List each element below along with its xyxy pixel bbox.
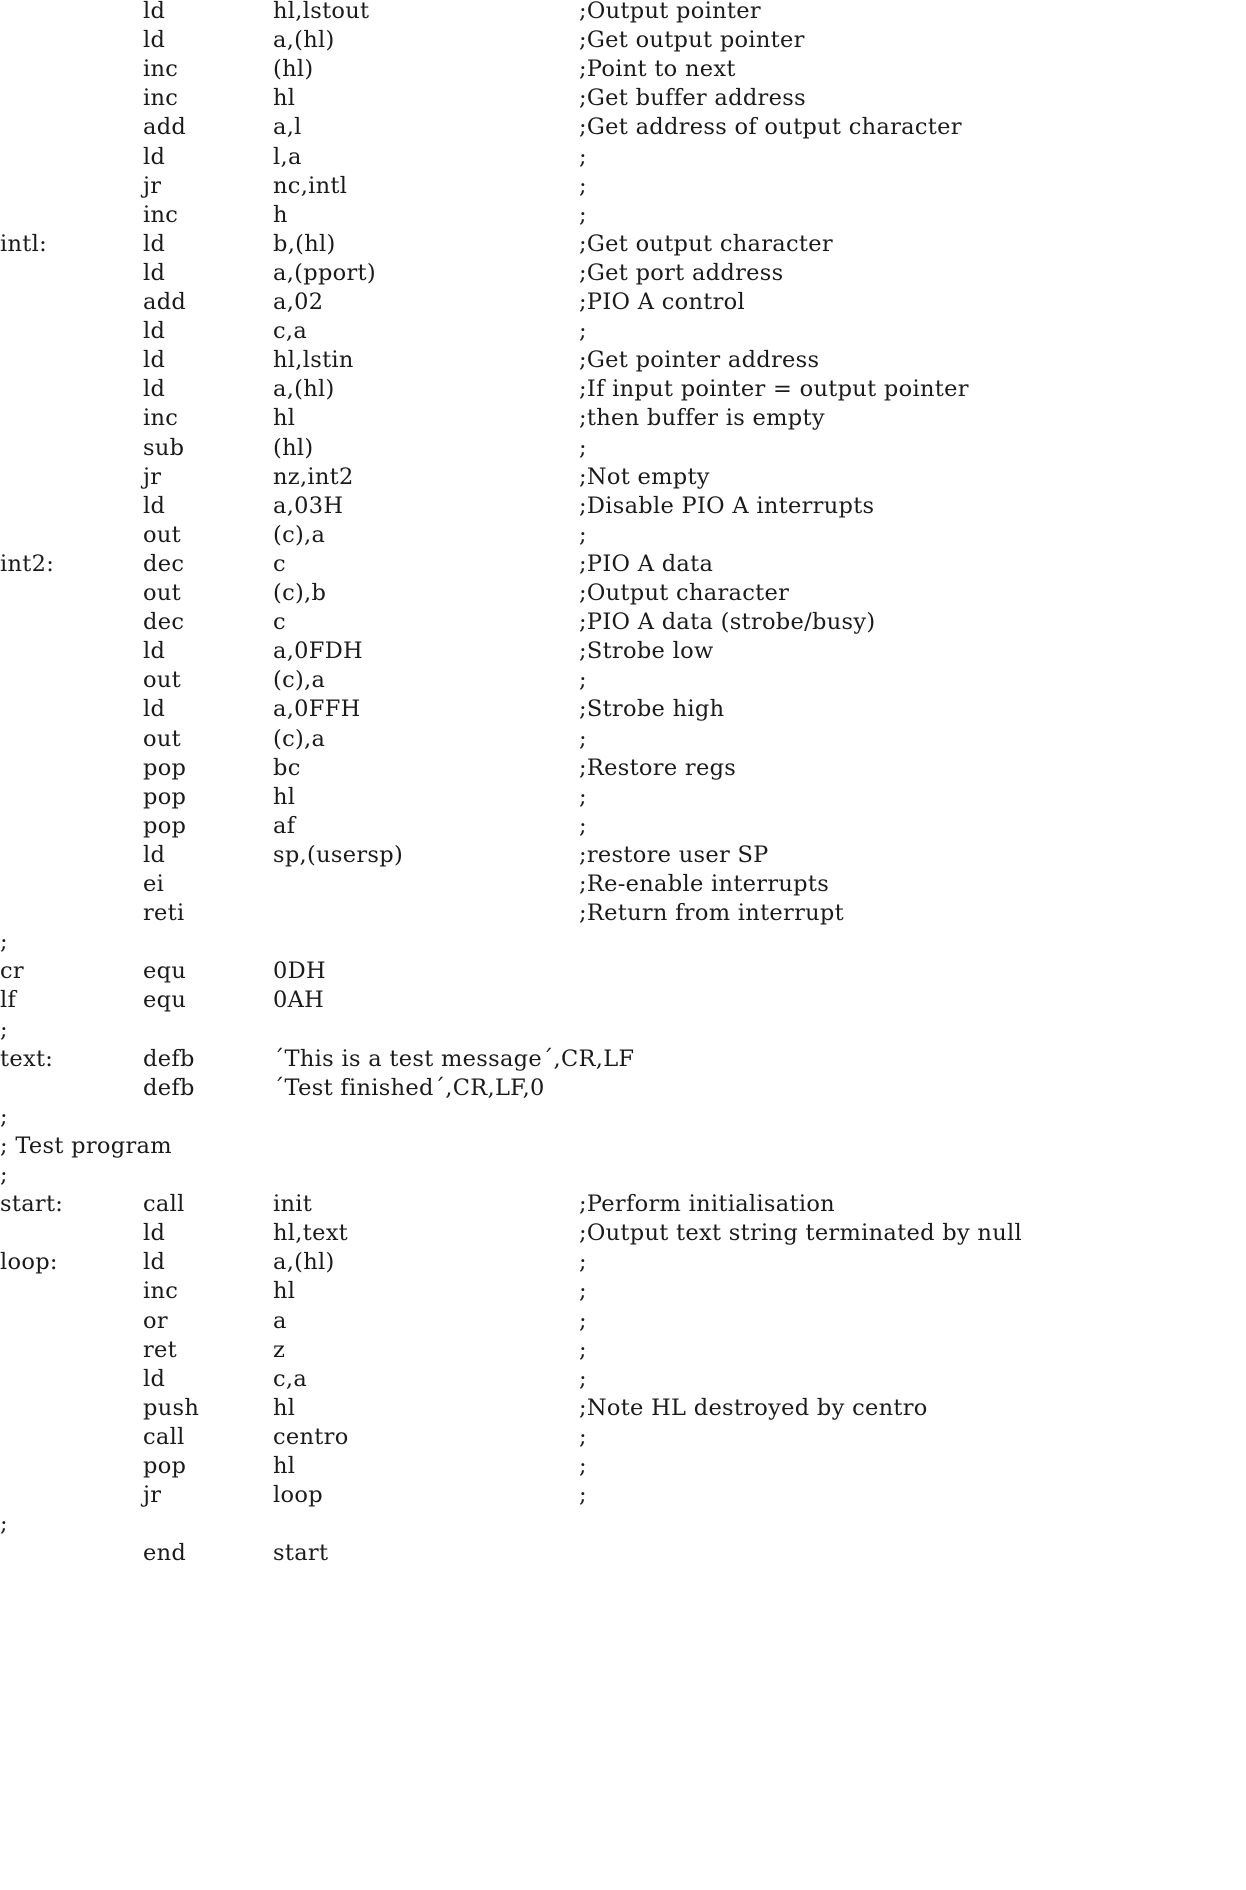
code-comment: ;	[579, 1249, 587, 1276]
code-label: ;	[0, 1103, 8, 1130]
code-operand: (c),a	[273, 725, 326, 752]
code-line	[0, 405, 1246, 434]
code-opcode: add	[143, 114, 187, 141]
code-label: start:	[0, 1191, 64, 1218]
code-operand: hl	[273, 1278, 296, 1305]
code-line	[0, 347, 1246, 376]
code-opcode: out	[143, 521, 181, 548]
code-line	[0, 27, 1246, 56]
code-line	[0, 1337, 1246, 1366]
code-comment: ;Return from interrupt	[579, 900, 844, 927]
code-comment: ;PIO A data (strobe/busy)	[579, 609, 876, 636]
code-operand: bc	[273, 754, 301, 781]
code-operand: hl	[273, 783, 296, 810]
code-line	[0, 1075, 1246, 1104]
code-opcode: ld	[143, 0, 166, 24]
code-operand: h	[273, 201, 288, 228]
code-operand: (c),b	[273, 580, 327, 606]
code-line	[0, 1482, 1246, 1511]
code-comment: ;Not empty	[579, 463, 710, 490]
code-line	[0, 1162, 1246, 1191]
code-opcode: inc	[143, 85, 179, 112]
code-opcode: inc	[143, 1278, 179, 1305]
code-comment: ;	[579, 725, 587, 752]
code-operand: af	[273, 812, 296, 839]
code-operand: hl	[273, 1453, 296, 1479]
code-label: ; Test program	[0, 1132, 172, 1159]
code-line	[0, 1424, 1246, 1453]
code-line	[0, 493, 1246, 522]
code-line	[0, 464, 1246, 493]
code-operand: a,0FFH	[273, 696, 361, 723]
code-comment: ;PIO A control	[579, 289, 745, 315]
code-line	[0, 784, 1246, 813]
code-opcode: reti	[143, 900, 185, 927]
code-comment: ;Note HL destroyed by centro	[579, 1394, 928, 1421]
code-opcode: out	[143, 667, 181, 694]
code-label: cr	[0, 958, 24, 985]
code-line	[0, 1220, 1246, 1249]
code-comment: ;	[579, 1336, 587, 1363]
code-line	[0, 1511, 1246, 1540]
code-opcode: out	[143, 725, 181, 752]
code-line	[0, 900, 1246, 929]
code-comment: ;If input pointer = output pointer	[579, 376, 969, 403]
code-line	[0, 551, 1246, 580]
code-opcode: pop	[143, 1453, 187, 1479]
code-opcode: ld	[143, 1365, 166, 1392]
code-line	[0, 0, 1246, 27]
code-comment: ;Disable PIO A interrupts	[579, 492, 875, 519]
code-comment: ;	[579, 1365, 587, 1392]
code-line	[0, 1540, 1246, 1569]
code-line	[0, 1133, 1246, 1162]
code-comment: ;	[579, 1278, 587, 1305]
code-opcode: ld	[143, 696, 166, 723]
code-opcode: ld	[143, 259, 166, 286]
code-opcode: inc	[143, 56, 179, 83]
code-line	[0, 231, 1246, 260]
code-line	[0, 1278, 1246, 1307]
code-line	[0, 667, 1246, 696]
code-operand: a,(hl)	[273, 27, 335, 54]
code-opcode: out	[143, 580, 181, 606]
code-line	[0, 144, 1246, 173]
code-operand: a,(hl)	[273, 1249, 335, 1276]
code-line	[0, 813, 1246, 842]
code-line	[0, 696, 1246, 725]
code-line	[0, 435, 1246, 464]
code-comment: ;	[579, 1482, 587, 1509]
code-comment: ;then buffer is empty	[579, 405, 825, 432]
code-comment: ;Get port address	[579, 259, 784, 286]
code-opcode: pop	[143, 754, 187, 781]
code-operand: start	[273, 1540, 329, 1567]
code-opcode: equ	[143, 958, 187, 985]
code-line	[0, 114, 1246, 143]
code-line	[0, 609, 1246, 638]
code-comment: ;Output text string terminated by null	[579, 1220, 1022, 1247]
code-opcode: dec	[143, 550, 185, 577]
code-label: ;	[0, 1162, 8, 1188]
code-comment: ;Output pointer	[579, 0, 761, 24]
code-operand: hl,text	[273, 1220, 349, 1247]
code-operand: (c),a	[273, 521, 326, 548]
code-opcode: sub	[143, 434, 185, 461]
code-opcode: ld	[143, 1220, 166, 1247]
code-operand: nc,intl	[273, 172, 348, 199]
code-opcode: push	[143, 1394, 200, 1421]
code-comment: ;	[579, 667, 587, 694]
code-opcode: dec	[143, 609, 185, 636]
code-line	[0, 871, 1246, 900]
code-opcode: defb	[143, 1074, 195, 1101]
code-line	[0, 580, 1246, 609]
code-line	[0, 726, 1246, 755]
code-opcode: ld	[143, 27, 166, 54]
code-line	[0, 260, 1246, 289]
code-opcode: ld	[143, 318, 166, 345]
code-operand: c,a	[273, 318, 308, 345]
code-comment: ;Get buffer address	[579, 85, 806, 112]
code-label: intl:	[0, 230, 48, 257]
code-opcode: ld	[143, 638, 166, 665]
code-line	[0, 173, 1246, 202]
code-opcode: add	[143, 289, 187, 315]
code-opcode: end	[143, 1540, 187, 1567]
code-opcode: call	[143, 1423, 185, 1450]
code-comment: ;restore user SP	[579, 841, 769, 868]
code-opcode: call	[143, 1191, 185, 1218]
code-comment: ;Perform initialisation	[579, 1191, 835, 1218]
code-comment: ;	[579, 143, 587, 170]
code-operand: hl,lstout	[273, 0, 370, 24]
code-opcode: inc	[143, 405, 179, 432]
code-line	[0, 987, 1246, 1016]
code-operand: z	[273, 1336, 286, 1363]
code-line	[0, 929, 1246, 958]
code-label: text:	[0, 1045, 54, 1072]
code-comment: ;	[579, 318, 587, 345]
code-operand: 0DH	[273, 958, 326, 985]
code-operand: c	[273, 609, 286, 636]
code-operand: c,a	[273, 1365, 308, 1392]
code-comment: ;Point to next	[579, 56, 736, 83]
code-operand: ´Test finished´,CR,LF,0	[273, 1074, 545, 1101]
code-comment: ;Output character	[579, 580, 790, 606]
code-line	[0, 1046, 1246, 1075]
code-line	[0, 522, 1246, 551]
code-opcode: pop	[143, 783, 187, 810]
code-opcode: jr	[143, 172, 162, 199]
code-operand: a,0FDH	[273, 638, 363, 665]
code-opcode: inc	[143, 201, 179, 228]
code-opcode: ei	[143, 871, 165, 897]
code-operand: a,(pport)	[273, 259, 376, 286]
code-label: lf	[0, 987, 17, 1014]
code-opcode: defb	[143, 1045, 195, 1072]
code-line	[0, 1017, 1246, 1046]
code-opcode: ld	[143, 841, 166, 868]
code-opcode: ld	[143, 143, 166, 170]
code-operand: (hl)	[273, 56, 314, 83]
code-comment: ;Restore regs	[579, 754, 737, 781]
code-opcode: ld	[143, 376, 166, 403]
code-opcode: jr	[143, 1482, 162, 1509]
code-operand: l,a	[273, 143, 302, 170]
code-operand: (c),a	[273, 667, 326, 694]
code-label: ;	[0, 929, 8, 956]
code-operand: nz,int2	[273, 463, 354, 490]
code-operand: hl,lstin	[273, 347, 354, 374]
code-comment: ;Get address of output character	[579, 114, 962, 141]
code-operand: 0AH	[273, 987, 325, 1014]
code-comment: ;	[579, 521, 587, 548]
code-line	[0, 1453, 1246, 1482]
code-comment: ;Get output pointer	[579, 27, 805, 54]
code-line	[0, 1249, 1246, 1278]
code-operand: a,(hl)	[273, 376, 335, 403]
code-label: int2:	[0, 550, 55, 577]
code-operand: b,(hl)	[273, 230, 336, 257]
code-opcode: equ	[143, 987, 187, 1014]
code-operand: hl	[273, 405, 296, 432]
code-line	[0, 1366, 1246, 1395]
code-comment: ;	[579, 201, 587, 228]
code-operand: sp,(usersp)	[273, 841, 404, 868]
code-line	[0, 1308, 1246, 1337]
code-opcode: jr	[143, 463, 162, 490]
code-opcode: ld	[143, 230, 166, 257]
code-comment: ;PIO A data	[579, 550, 714, 577]
code-operand: init	[273, 1191, 313, 1218]
code-line	[0, 1395, 1246, 1424]
code-operand: ´This is a test message´,CR,LF	[273, 1045, 635, 1072]
code-comment: ;	[579, 1423, 587, 1450]
code-line	[0, 958, 1246, 987]
code-operand: (hl)	[273, 434, 314, 461]
code-comment: ;	[579, 812, 587, 839]
code-comment: ;	[579, 434, 587, 461]
code-operand: a	[273, 1307, 287, 1334]
code-line	[0, 289, 1246, 318]
code-opcode: ret	[143, 1336, 178, 1363]
code-line	[0, 755, 1246, 784]
code-line	[0, 376, 1246, 405]
code-comment: ;Strobe low	[579, 638, 714, 665]
code-comment: ;Get pointer address	[579, 347, 820, 374]
code-comment: ;	[579, 172, 587, 199]
code-operand: a,02	[273, 289, 324, 315]
code-operand: c	[273, 550, 286, 577]
code-opcode: pop	[143, 812, 187, 839]
code-comment: ;	[579, 783, 587, 810]
code-line	[0, 202, 1246, 231]
code-line	[0, 56, 1246, 85]
code-operand: a,l	[273, 114, 302, 141]
code-label: ;	[0, 1511, 8, 1538]
code-line	[0, 1104, 1246, 1133]
code-line	[0, 842, 1246, 871]
code-label: ;	[0, 1016, 8, 1043]
code-comment: ;	[579, 1307, 587, 1334]
code-line	[0, 318, 1246, 347]
code-operand: hl	[273, 85, 296, 112]
code-line	[0, 638, 1246, 667]
code-operand: centro	[273, 1423, 349, 1450]
code-comment: ;Get output character	[579, 230, 833, 257]
code-opcode: ld	[143, 492, 166, 519]
code-line	[0, 85, 1246, 114]
code-opcode: ld	[143, 347, 166, 374]
code-comment: ;Strobe high	[579, 696, 725, 723]
code-operand: hl	[273, 1394, 296, 1421]
code-operand: a,03H	[273, 492, 344, 519]
code-line	[0, 1191, 1246, 1220]
code-operand: loop	[273, 1482, 323, 1509]
code-opcode: or	[143, 1307, 168, 1334]
code-opcode: ld	[143, 1249, 166, 1276]
code-label: loop:	[0, 1249, 58, 1276]
code-comment: ;Re-enable interrupts	[579, 871, 830, 897]
code-comment: ;	[579, 1453, 587, 1479]
